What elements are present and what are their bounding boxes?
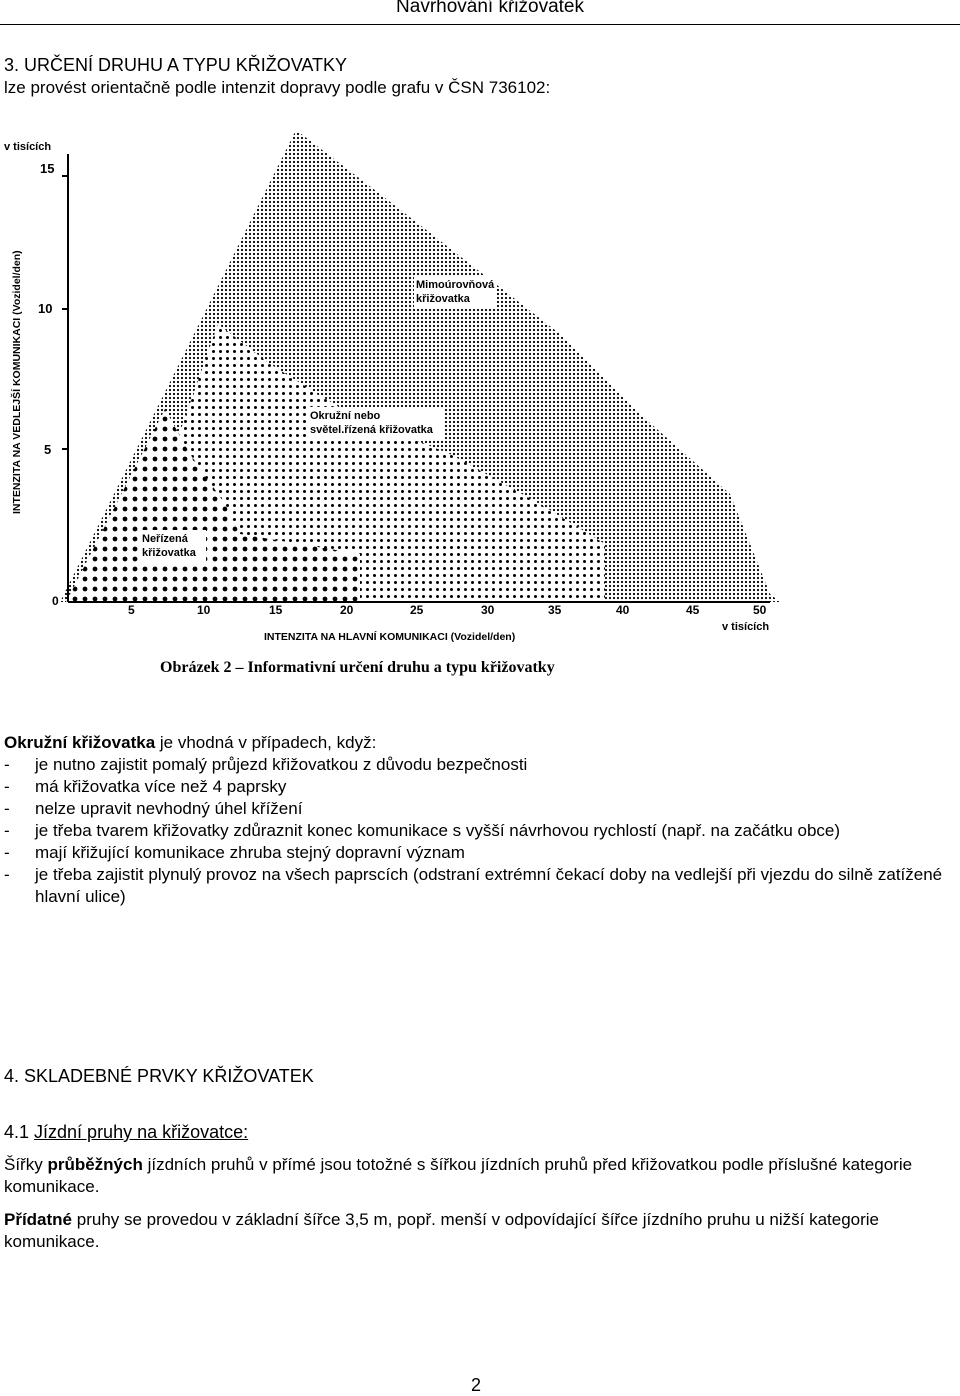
section-3-intro: lze provést orientačně podle intenzit dopravy podle grafu v ČSN 736102: [4,78,551,97]
x-tick-label: 35 [548,603,562,617]
roundabout-lead [4,732,956,754]
zone-label-uncontrolled: Neřízená [142,533,188,545]
y-axis-label: INTENZITA NA VEDLEJŠÍ KOMUNIKACI (Vozidel/den) [11,250,23,514]
list-item: - mají křižující komunikace zhruba stejný dopravní význam [4,843,465,862]
x-tick-label: 45 [686,603,700,617]
section-4-heading: 4. SKLADEBNÉ PRVKY KŘIŽOVATEK [4,1066,314,1086]
zone-label-multilevel: Mimoúrovňová [416,279,495,291]
x-tick-label: 5 [128,603,135,617]
section-3-heading: 3. URČENÍ DRUHU A TYPU KŘIŽOVATKY [4,55,348,75]
figure-caption: Obrázek 2 – Informativní určení druhu a typu křižovatky [160,659,555,676]
roundabout-lead-bold: Okružní křižovatka [4,733,156,752]
y-tick-label: 15 [40,161,55,176]
list-item: - nelze upravit nevhodný úhel křížení [4,799,303,818]
list-item: - je třeba zajistit plynulý provoz na všech paprscích (odstraní extrémní čekací doby na vedlejší při vjezdu do silně zatížené hlavní ulice) [4,865,943,906]
roundabout-lead-rest: je vhodná v případech, když: [155,733,377,752]
list-item: - má křižovatka více než 4 paprsky [4,777,287,796]
page-number: 2 [471,1375,482,1395]
x-tick-label: 10 [197,603,211,617]
list-item: - je nutno zajistit pomalý průjezd křižovatkou z důvodu bezpečnosti [4,755,528,774]
y-tick-label: 10 [38,301,53,316]
running-header: Navrhování křižovatek [396,0,584,17]
y-unit-label: v tisících [4,141,52,153]
x-tick-label: 30 [481,603,495,617]
paragraph-through-lanes: Šířky průběžných jízdních pruhů v přímé jsou totožné s šířkou jízdních pruhů před křižovatkou podle příslušné kategorie komunikace. [4,1155,913,1196]
paragraph-added-lanes: Přídatné pruhy se provedou v základní šířce 3,5 m, popř. menší v odpovídající šířce jízdního pruhu u nižší kategorie komunikace. [4,1210,880,1251]
header-rule [0,24,960,25]
zone-label-uncontrolled: křižovatka [142,547,196,559]
x-unit-label: v tisících [722,621,770,633]
zone-label-multilevel: křižovatka [416,293,470,305]
section-4-1-heading: 4.1 Jízdní pruhy na křižovatce: [4,1122,249,1142]
x-tick-label: 40 [616,603,630,617]
zone-label-roundabout: Okružní nebo [310,410,381,422]
x-tick-label: 0 [52,594,59,608]
roundabout-section [4,732,956,908]
x-tick-label: 25 [410,603,424,617]
list-item: - je třeba tvarem křižovatky zdůraznit konec komunikace s vyšší návrhovou rychlostí (např. na začátku obce) [4,821,841,840]
x-tick-label: 15 [269,603,283,617]
intersection-type-figure [0,124,790,684]
zone-label-roundabout: světel.řízená křižovatka [310,424,433,436]
x-tick-label: 20 [340,603,354,617]
y-tick-label: 5 [44,442,52,457]
section-4-1-title: Jízdní pruhy na křižovatce: [34,1122,249,1142]
x-axis-label: INTENZITA NA HLAVNÍ KOMUNIKACI (Vozidel/den) [264,631,516,643]
y-ticks [38,161,68,457]
x-tick-label: 50 [753,603,767,617]
